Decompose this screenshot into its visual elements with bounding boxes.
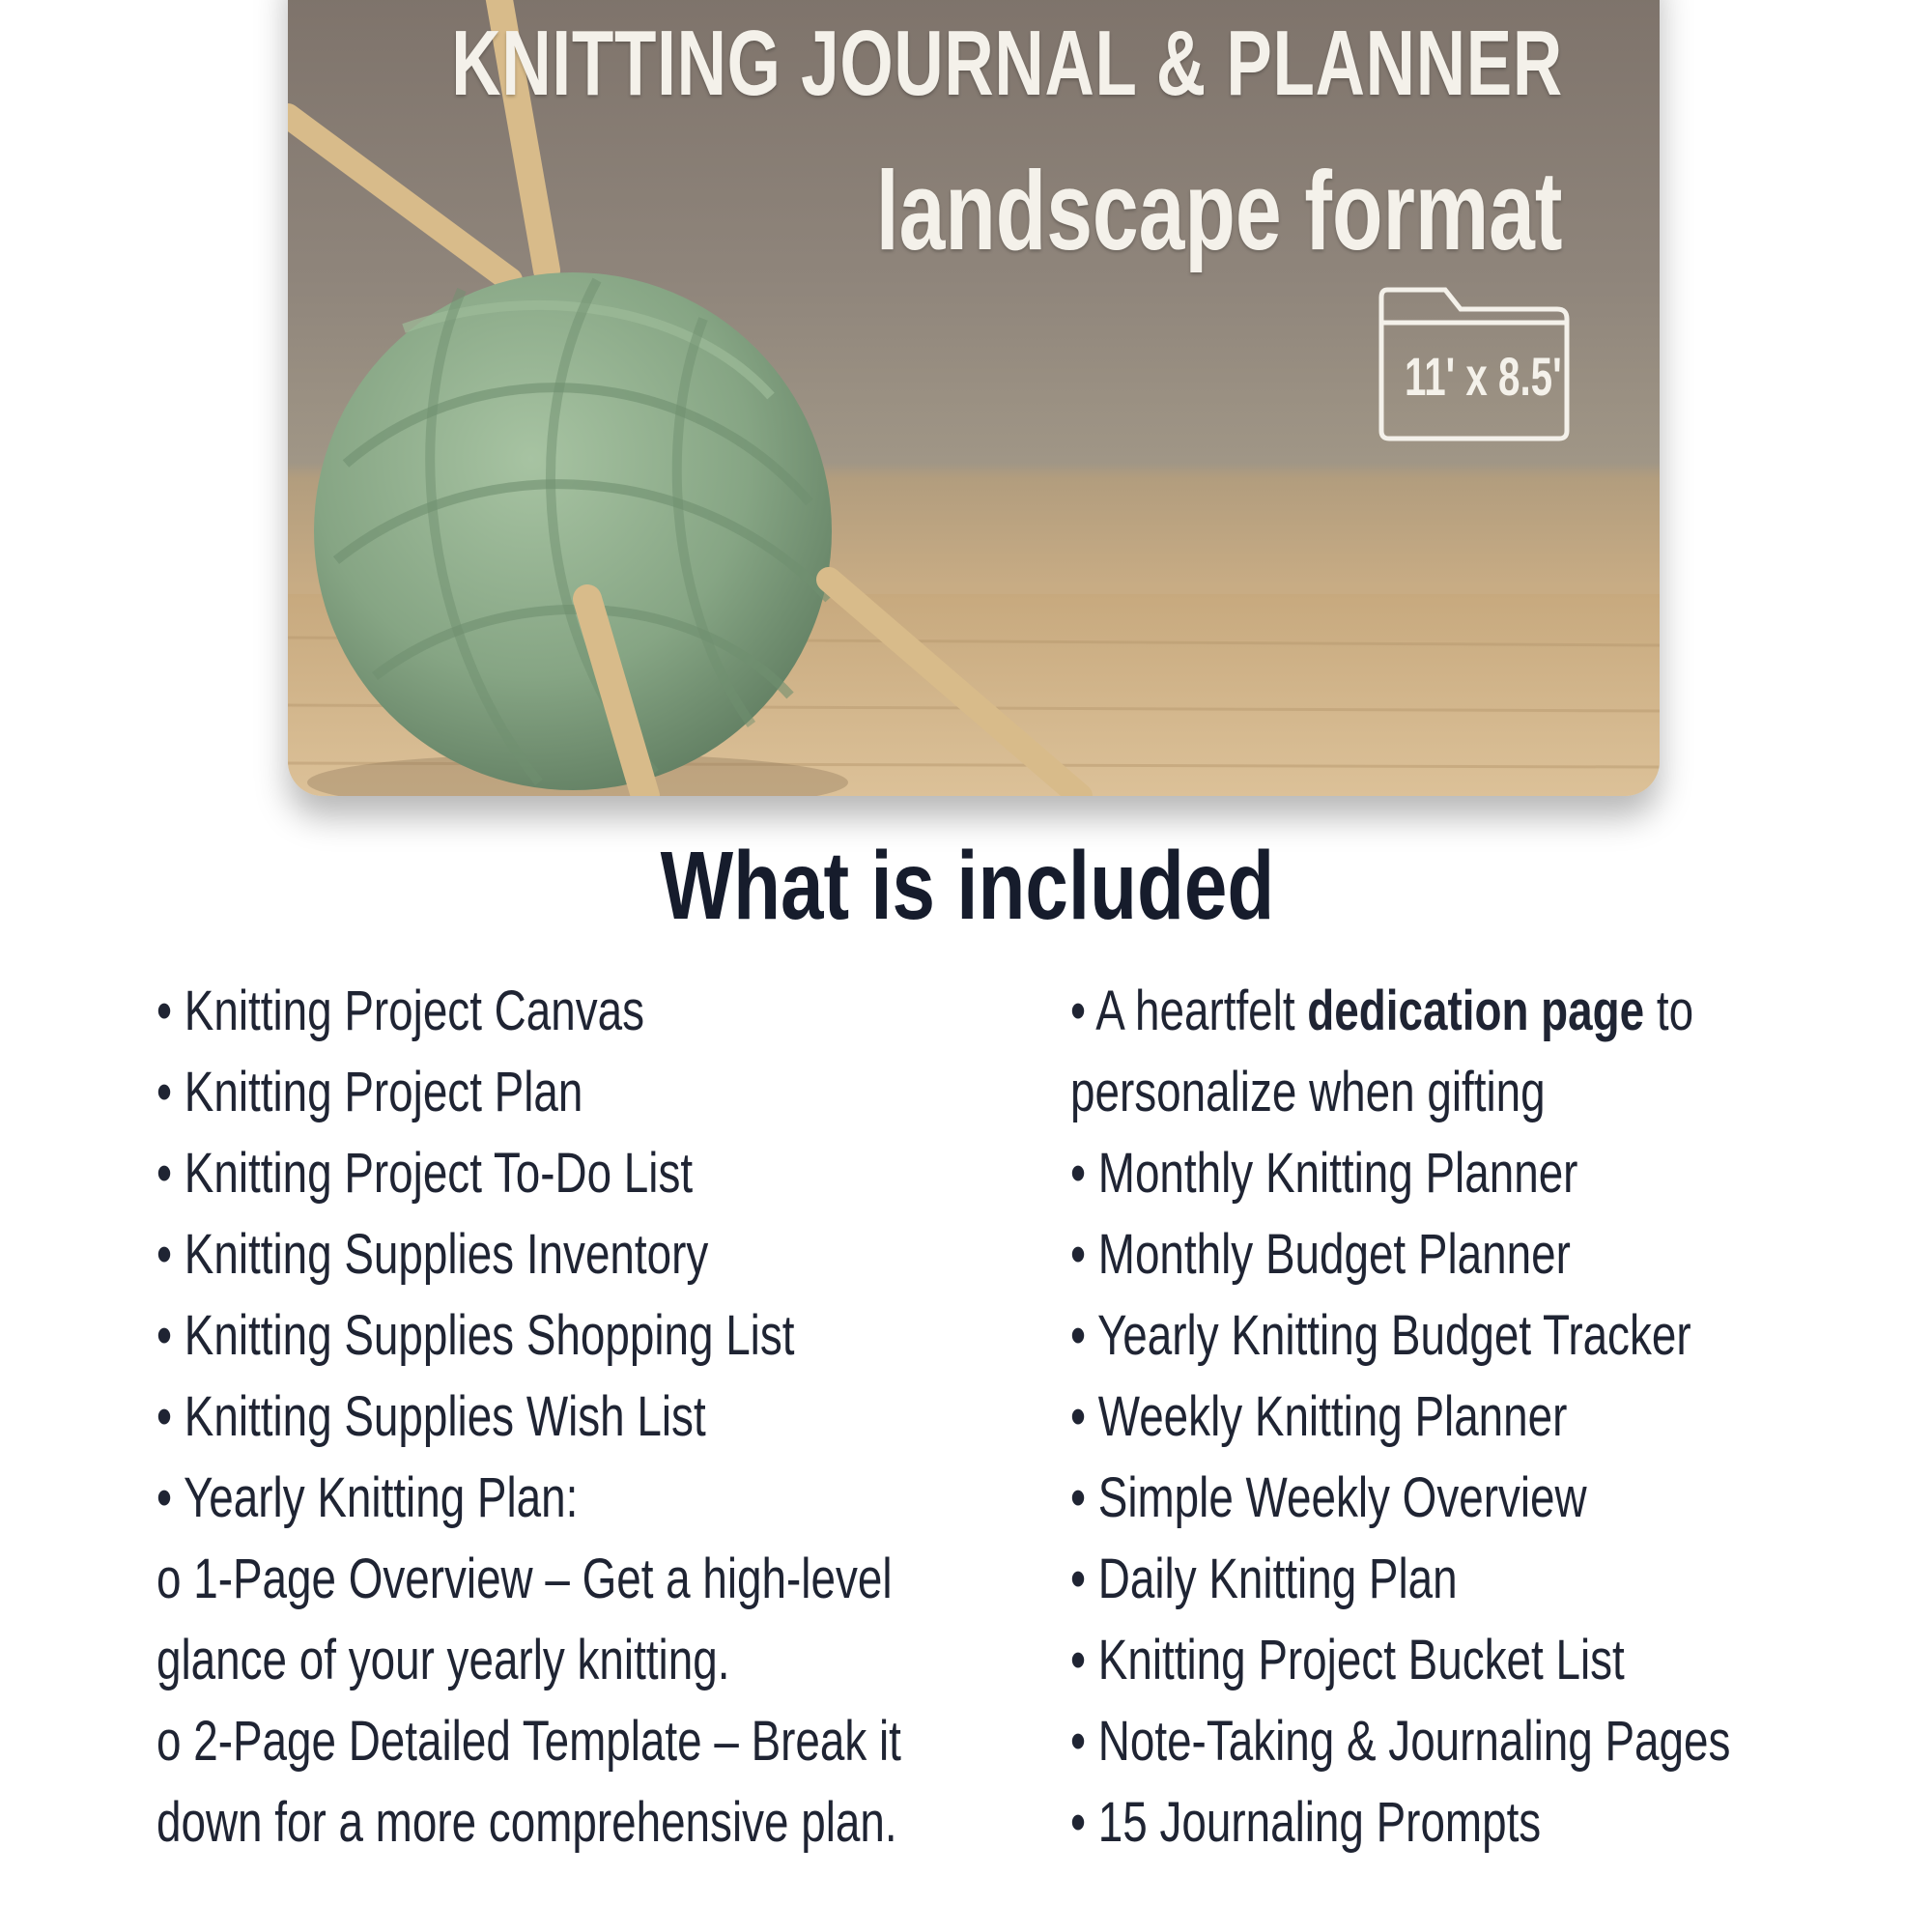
list-item: • Knitting Project Canvas <box>156 980 645 1042</box>
list-item: • Knitting Project To-Do List <box>156 1142 694 1205</box>
list-item: personalize when gifting <box>1070 1061 1546 1123</box>
dedication-suffix: to <box>1644 980 1694 1042</box>
list-item: • Monthly Knitting Planner <box>1070 1142 1578 1205</box>
list-item: down for a more comprehensive plan. <box>156 1791 897 1854</box>
list-item: • Simple Weekly Overview <box>1070 1466 1587 1529</box>
list-item: • Knitting Supplies Wish List <box>156 1385 706 1448</box>
list-item: • Knitting Supplies Shopping List <box>156 1304 795 1367</box>
list-item: • 15 Journaling Prompts <box>1070 1791 1542 1854</box>
hero-subtitle: landscape format <box>876 148 1563 273</box>
list-item: glance of your yearly knitting. <box>156 1629 730 1691</box>
list-item: • Note-Taking & Journaling Pages <box>1070 1710 1731 1773</box>
size-badge: 11' x 8.5' <box>1405 346 1562 407</box>
list-item: • Yearly Knitting Budget Tracker <box>1070 1304 1691 1367</box>
section-title: What is included <box>660 832 1275 940</box>
list-item: • Monthly Budget Planner <box>1070 1223 1571 1286</box>
list-item: o 2-Page Detailed Template – Break it <box>156 1710 901 1773</box>
hero-title: KNITTING JOURNAL & PLANNER <box>451 12 1563 115</box>
dedication-bold: dedication page <box>1307 980 1645 1042</box>
list-item: • Yearly Knitting Plan: <box>156 1466 579 1529</box>
list-item: • Knitting Supplies Inventory <box>156 1223 709 1286</box>
list-item-dedication <box>1070 971 1730 1052</box>
folder-icon <box>1378 284 1571 442</box>
dedication-prefix: • A heartfelt <box>1070 980 1308 1042</box>
included-list-right <box>1070 971 1730 1863</box>
list-item: • Knitting Project Plan <box>156 1061 583 1123</box>
list-item: • Knitting Project Bucket List <box>1070 1629 1625 1691</box>
list-item: • Daily Knitting Plan <box>1070 1548 1458 1610</box>
hero-image <box>288 0 1660 796</box>
list-item: • Weekly Knitting Planner <box>1070 1385 1568 1448</box>
included-list-left <box>156 971 901 1863</box>
list-item: o 1-Page Overview – Get a high-level <box>156 1548 893 1610</box>
